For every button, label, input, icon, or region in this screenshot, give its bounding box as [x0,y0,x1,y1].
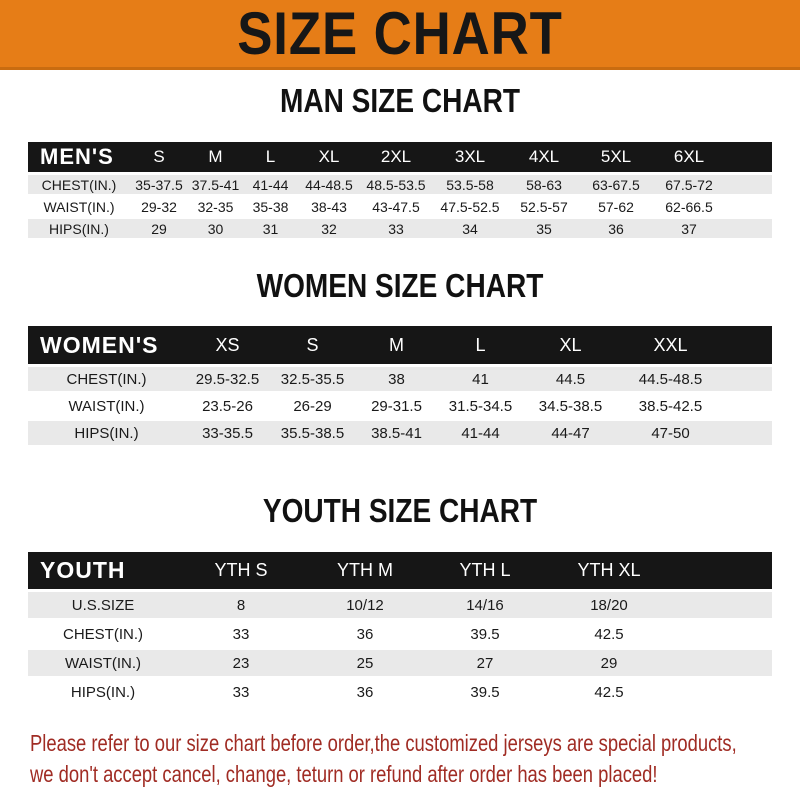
value-cell: 29-31.5 [355,394,438,418]
value-cell: 37 [652,219,726,238]
men-hips-row [28,219,772,238]
value-cell: 44.5-48.5 [618,367,723,391]
men-section [0,84,800,241]
size-column-header: 3XL [432,142,508,172]
youth-size-table [28,549,772,708]
size-column-header: XXL [618,326,723,364]
value-cell: 36 [304,621,426,647]
banner-title: SIZE CHART [237,0,563,67]
value-cell: 8 [178,592,304,618]
disclaimer-note [0,728,800,790]
value-cell: 35-37.5 [130,175,188,194]
size-column-header: 4XL [508,142,580,172]
value-cell: 38 [355,367,438,391]
value-cell: 62-66.5 [652,197,726,216]
value-cell: 38.5-41 [355,421,438,445]
value-cell: 33-35.5 [185,421,270,445]
youth-header-row [28,552,772,589]
filler-cell [674,679,772,705]
size-column-header: XS [185,326,270,364]
value-cell: 34.5-38.5 [523,394,618,418]
value-cell: 35-38 [243,197,298,216]
value-cell: 58-63 [508,175,580,194]
value-cell: 57-62 [580,197,652,216]
value-cell: 34 [432,219,508,238]
value-cell: 30 [188,219,243,238]
value-cell: 42.5 [544,621,674,647]
value-cell: 44-47 [523,421,618,445]
filler-cell [674,650,772,676]
womens-size-table [28,323,772,448]
value-cell: 41-44 [438,421,523,445]
value-cell: 63-67.5 [580,175,652,194]
row-label: HIPS(IN.) [28,679,178,705]
men-table-label: MEN'S [28,142,130,172]
size-column-header: L [438,326,523,364]
size-column-header: 5XL [580,142,652,172]
row-label: U.S.SIZE [28,592,178,618]
women-header-row [28,326,772,364]
filler-cell [723,367,772,391]
youth-hips-row [28,679,772,705]
youth-section [0,494,800,708]
women-chest-row [28,367,772,391]
value-cell: 31.5-34.5 [438,394,523,418]
value-cell: 33 [178,679,304,705]
value-cell: 41-44 [243,175,298,194]
value-cell: 42.5 [544,679,674,705]
size-column-header: 2XL [360,142,432,172]
size-column-header: M [188,142,243,172]
value-cell: 35.5-38.5 [270,421,355,445]
row-label: WAIST(IN.) [28,197,130,216]
row-label: CHEST(IN.) [28,367,185,391]
value-cell: 38-43 [298,197,360,216]
filler-cell [723,421,772,445]
men-chest-row [28,175,772,194]
size-column-header: YTH S [178,552,304,589]
row-label: HIPS(IN.) [28,421,185,445]
row-label: WAIST(IN.) [28,650,178,676]
value-cell: 25 [304,650,426,676]
value-cell: 67.5-72 [652,175,726,194]
value-cell: 32 [298,219,360,238]
value-cell: 38.5-42.5 [618,394,723,418]
row-label: WAIST(IN.) [28,394,185,418]
value-cell: 37.5-41 [188,175,243,194]
women-section [0,269,800,448]
value-cell: 23.5-26 [185,394,270,418]
youth-section-title: YOUTH SIZE CHART [262,492,538,529]
size-column-header: YTH M [304,552,426,589]
row-label: CHEST(IN.) [28,175,130,194]
size-column-header: YTH XL [544,552,674,589]
mens-size-table [28,139,772,241]
value-cell: 29 [130,219,188,238]
size-column-header: XL [298,142,360,172]
men-header-row [28,142,772,172]
filler-cell [726,197,772,216]
size-column-header: S [130,142,188,172]
disclaimer-line-2: we don't accept cancel, change, teturn or refund after order has been placed! [30,761,658,787]
filler-cell [726,219,772,238]
value-cell: 39.5 [426,679,544,705]
value-cell: 32.5-35.5 [270,367,355,391]
value-cell: 35 [508,219,580,238]
youth-ussize-row [28,592,772,618]
value-cell: 36 [580,219,652,238]
value-cell: 29-32 [130,197,188,216]
filler-cell [723,326,772,364]
size-column-header: YTH L [426,552,544,589]
value-cell: 33 [178,621,304,647]
value-cell: 53.5-58 [432,175,508,194]
size-column-header: M [355,326,438,364]
value-cell: 33 [360,219,432,238]
value-cell: 18/20 [544,592,674,618]
youth-table-label: YOUTH [28,552,178,589]
men-waist-row [28,197,772,216]
filler-cell [674,592,772,618]
value-cell: 36 [304,679,426,705]
value-cell: 47-50 [618,421,723,445]
value-cell: 44-48.5 [298,175,360,194]
size-column-header: 6XL [652,142,726,172]
value-cell: 14/16 [426,592,544,618]
size-column-header: S [270,326,355,364]
value-cell: 31 [243,219,298,238]
youth-chest-row [28,621,772,647]
women-waist-row [28,394,772,418]
value-cell: 26-29 [270,394,355,418]
row-label: HIPS(IN.) [28,219,130,238]
value-cell: 29.5-32.5 [185,367,270,391]
value-cell: 23 [178,650,304,676]
filler-cell [674,552,772,589]
youth-waist-row [28,650,772,676]
value-cell: 47.5-52.5 [432,197,508,216]
value-cell: 48.5-53.5 [360,175,432,194]
filler-cell [723,394,772,418]
value-cell: 29 [544,650,674,676]
women-section-title: WOMEN SIZE CHART [256,267,544,304]
value-cell: 39.5 [426,621,544,647]
value-cell: 52.5-57 [508,197,580,216]
value-cell: 32-35 [188,197,243,216]
filler-cell [674,621,772,647]
men-section-title: MAN SIZE CHART [280,82,520,119]
value-cell: 10/12 [304,592,426,618]
size-column-header: XL [523,326,618,364]
size-chart-banner [0,0,800,70]
filler-cell [726,142,772,172]
value-cell: 44.5 [523,367,618,391]
filler-cell [726,175,772,194]
value-cell: 27 [426,650,544,676]
row-label: CHEST(IN.) [28,621,178,647]
value-cell: 43-47.5 [360,197,432,216]
size-column-header: L [243,142,298,172]
disclaimer-line-1: Please refer to our size chart before order,the customized jerseys are special products, [30,730,737,756]
women-hips-row [28,421,772,445]
women-table-label: WOMEN'S [28,326,185,364]
value-cell: 41 [438,367,523,391]
